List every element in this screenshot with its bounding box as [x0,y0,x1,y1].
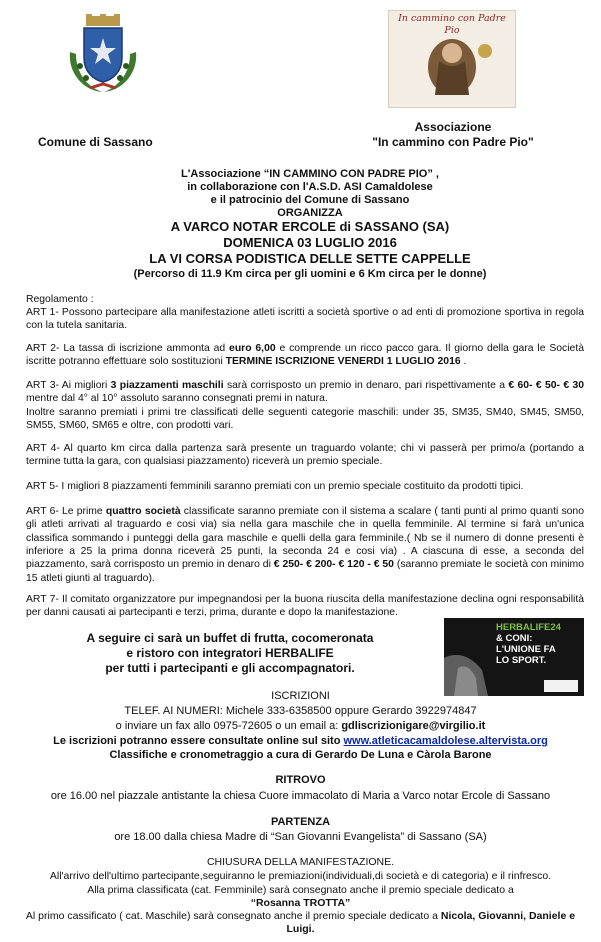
iscrizioni-fax-email: o inviare un fax allo 0975-72605 o un email a: gdliscrizionigare@virgilio.it [115,720,486,732]
association-logo [388,10,516,108]
chiusura-line-3: “Rosanna TROTTA” [250,897,351,909]
herbalife-coni-banner [444,618,584,696]
chiusura-title: CHIUSURA DELLA MANIFESTAZIONE. [206,856,395,868]
banner-line-2: & CONI: [496,633,533,644]
art-2: ART 2- La tassa di iscrizione ammonta ad euro 6,00 e comprende un ricco pacco gara. Il giorno della gara le Società iscritte potranno effettuare solo sostituzioni TERMINE ISCRIZIONE VENERDI 1 LUGLIO 2016 . [26,343,584,368]
banner-line-3: L'UNIONE FA [496,644,556,655]
partenza-title: PARTENZA [270,816,331,828]
event-date: DOMENICA 03 LUGLIO 2016 [223,235,397,250]
cronometraggio-line: Classifiche e cronometraggio a cura di Gerardo De Luna e Càrola Barone [109,749,492,761]
iscrizioni-title: ISCRIZIONI [271,690,330,702]
website-link[interactable]: www.atleticacamaldolese.altervista.org [343,735,548,747]
logo-text: In cammino con Padre Pio [398,13,506,37]
chiusura-line-5: Luigi. [286,923,315,935]
art-1: ART 1- Possono partecipare alla manifestazione atleti iscritti a società sportive o ad enti di promozione sportiva in regola con la tutela sanitaria. [26,307,584,332]
ritrovo-text: ore 16.00 nel piazzale antistante la chiesa Cuore immacolato di Maria a Varco notar Ercole di Sassano [50,790,551,802]
banner-line-4: LO SPORT. [496,655,547,666]
event-distance: (Percorso di 11.9 Km circa per gli uomini e 6 Km circa per le donne) [133,268,487,280]
organizza-line: ORGANIZZA [277,207,343,219]
partenza-text: ore 18.00 dalla chiesa Madre di “San Giovanni Evangelista” di Sassano (SA) [114,831,487,843]
regolamento-title: Regolamento : [26,294,94,305]
chiusura-line-1: All'arrivo dell'ultimo partecipante,seguiranno le premiazioni(individuali,di società e di categoria) e il rinfresco. [49,870,552,882]
association-name: "In cammino con Padre Pio" [372,135,534,149]
buffet-line-2: e ristoro con integratori HERBALIFE [126,646,334,660]
association-label: Associazione [414,120,492,134]
iscrizioni-online: Le iscrizioni potranno essere consultate online sul sito www.atleticacamaldolese.altervista.org [53,735,548,747]
event-title: LA VI CORSA PODISTICA DELLE SETTE CAPPELLE [149,251,471,266]
event-location: A VARCO NOTAR ERCOLE di SASSANO (SA) [170,219,450,234]
art-3: ART 3- Ai migliori 3 piazzamenti maschili sarà corrisposto un premio in denaro, pari rispettivamente a € 60- € 50- € 30 mentre dal 4° al 10° assoluto saranno consegnati premi in natura. Inoltre saranno premiati i primi tre classificati delle seguenti categorie maschili: under 35, SM35, SM40, SM45, SM50, SM55, SM60, SM65 e oltre, con prodotti vari. [26,380,585,431]
email-address[interactable]: gdliscrizionigare@virgilio.it [341,720,486,732]
art-5: ART 5- I migliori 8 piazzamenti femminili saranno premiati con un premio speciale costituito da prodotti tipici. [26,481,524,492]
buffet-line-3: per tutti i partecipanti e gli accompagnatori. [105,661,355,675]
collaboration-line: in collaborazione con l'A.S.D. ASI Camaldolese [187,181,433,193]
patronage-line: e il patrocinio del Comune di Sassano [210,194,410,206]
art-7: ART 7- Il comitato organizzatore pur impegnandosi per la buona riuscita della manifestazione declina ogni responsabilità per danni causati ai partecipanti e terzi, prima, durante e dopo la manifestazione. [26,594,584,619]
chiusura-line-4: Al primo cassificato ( cat. Maschile) sarà consegnato anche il premio speciale dedicato a Nicola, Giovanni, Daniele e [25,910,576,922]
ritrovo-title: RITROVO [275,774,326,786]
art-4: ART 4- Al quarto km circa dalla partenza sarà presente un traguardo volante; chi vi passerà per primo/a (portando a termine tutta la gara, con qualsiasi piazzamento) riceverà un premio speciale. [26,443,584,468]
comune-crest-emblem [60,12,146,98]
buffet-line-1: A seguire ci sarà un buffet di frutta, cocomeronata [86,631,374,645]
art-6: ART 6- Le prime quattro società classificate saranno premiate con il sistema a scalare ( tanti punti al primo quanti sono gli atleti arrivati al traguardo e cosi via) sia nella gara maschile che in quella femminile. Al termine si farà un'unica classifica sommando i punteggi della gara maschile e quelli della gara femminile.( Nb se il numero di donne presenti è inferiore a 25 la prima donna riceverà 25 punti, la seconda 24 e cosi via) . A ciascuna di esse, a seconda del piazzamento, sarà corrisposto un premio in denaro di € 250- € 200- € 120 - € 50 (saranno premiate le società con minimo 15 atleti giunti al traguardo). [26,506,584,584]
comune-label: Comune di Sassano [38,135,153,149]
organizer-line: L'Associazione “IN CAMMINO CON PADRE PIO” , [181,168,439,180]
chiusura-line-2: Alla prima classificata (cat. Femminile) sarà consegnato anche il premio speciale dedicato a [87,884,514,896]
iscrizioni-phones: TELEF. AI NUMERI: Michele 333-6358500 oppure Gerardo 3922974847 [124,705,477,717]
banner-line-1: HERBALIFE24 [496,622,561,633]
